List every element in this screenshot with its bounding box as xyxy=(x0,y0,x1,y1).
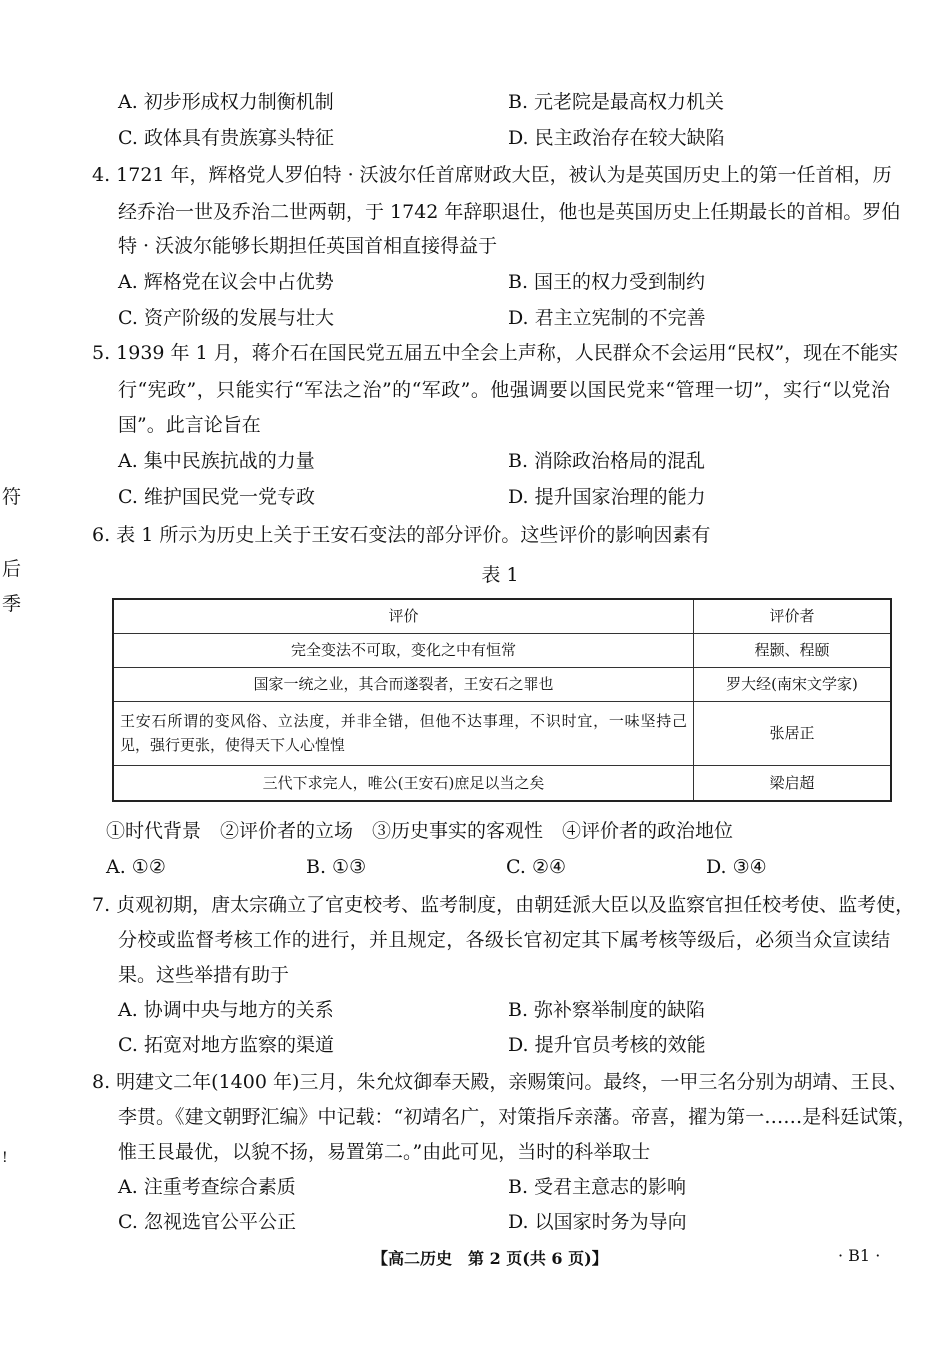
q8-option-a: A. 注重考查综合素质 xyxy=(118,1176,296,1198)
q8-stem: 李贯。《建文朝野汇编》中记载：“初靖名广，对策指斥亲藩。帝喜，擢为第一……是科廷试策， xyxy=(118,1106,917,1128)
q3-option-c: C. 政体具有贵族寡头特征 xyxy=(118,127,334,149)
q5-option-a: A. 集中民族抗战的力量 xyxy=(118,450,315,472)
comment-cell: 完全变法不可取，变化之中有恒常 xyxy=(113,633,694,667)
header-comment: 评价 xyxy=(113,599,694,633)
header-author: 评价者 xyxy=(694,599,892,633)
q4-stem: 4. 1721 年，辉格党人罗伯特 · 沃波尔任首席财政大臣，被认为是英国历史上的第一任首相，历 xyxy=(92,164,892,186)
q6-option-c: C. ②④ xyxy=(506,856,567,878)
q7-option-c: C. 拓宽对地方监察的渠道 xyxy=(118,1034,334,1056)
author-cell: 梁启超 xyxy=(694,765,892,801)
q7-option-d: D. 提升官员考核的效能 xyxy=(508,1034,706,1056)
comment-cell: 王安石所谓的变风俗、立法度，并非全错，但他不达事理，不识时宜，一味坚持己见，强行更张，使得天下人心惶惶 xyxy=(113,701,694,765)
author-cell: 程颢、程颐 xyxy=(694,633,892,667)
author-cell: 张居正 xyxy=(694,701,892,765)
margin-char: ! xyxy=(2,1150,8,1166)
q8-option-c: C. 忽视选官公平公正 xyxy=(118,1211,296,1233)
q3-option-a: A. 初步形成权力制衡机制 xyxy=(118,91,334,113)
q6-option-a: A. ①② xyxy=(106,856,166,878)
q4-option-b: B. 国王的权力受到制约 xyxy=(508,271,706,293)
q4-option-a: A. 辉格党在议会中占优势 xyxy=(118,271,334,293)
margin-char: 符 xyxy=(2,486,22,508)
comment-cell: 三代下求完人，唯公(王安石)庶足以当之矣 xyxy=(113,765,694,801)
q5-stem: 行“宪政”，只能实行“军法之治”的“军政”。他强调要以国民党来“管理一切”，实行“以党治 xyxy=(118,379,890,401)
margin-char: 季 xyxy=(2,593,22,615)
q7-option-a: A. 协调中央与地方的关系 xyxy=(118,999,334,1021)
q8-option-b: B. 受君主意志的影响 xyxy=(508,1176,687,1198)
page-footer: 【高二历史 第 2 页(共 6 页)】 xyxy=(372,1249,608,1268)
q7-stem: 果。这些举措有助于 xyxy=(118,964,290,986)
q6-option-d: D. ③④ xyxy=(706,856,767,878)
q5-option-d: D. 提升国家治理的能力 xyxy=(508,486,706,508)
q7-stem: 分校或监督考核工作的进行，并且规定，各级长官初定其下属考核等级后，必须当众宣读结 xyxy=(118,929,890,951)
table-row xyxy=(113,667,891,701)
q7-option-b: B. 弥补察举制度的缺陷 xyxy=(508,999,706,1021)
q6-items: ①时代背景 ②评价者的立场 ③历史事实的客观性 ④评价者的政治地位 xyxy=(106,820,734,842)
q6-option-b: B. ①③ xyxy=(306,856,367,878)
q4-option-d: D. 君主立宪制的不完善 xyxy=(508,307,706,329)
q8-option-d: D. 以国家时务为导向 xyxy=(508,1211,687,1233)
table-row xyxy=(113,701,891,765)
q4-option-c: C. 资产阶级的发展与壮大 xyxy=(118,307,334,329)
q4-stem: 经乔治一世及乔治二世两朝，于 1742 年辞职退仕，他也是英国历史上任期最长的首相。罗伯 xyxy=(118,201,901,223)
comment-cell: 国家一统之业，其合而遂裂者，王安石之罪也 xyxy=(113,667,694,701)
q3-option-d: D. 民主政治存在较大缺陷 xyxy=(508,127,725,149)
table-caption: 表 1 xyxy=(481,564,519,586)
q8-stem: 8. 明建文二年(1400 年)三月，朱允炆御奉天殿，亲赐策问。最终，一甲三名分别为胡靖、王艮、 xyxy=(92,1071,908,1093)
q8-stem: 惟王艮最优，以貌不扬，易置第二。”由此可见，当时的科举取士 xyxy=(118,1141,651,1163)
margin-char: 后 xyxy=(2,558,22,580)
q4-stem: 特 · 沃波尔能够长期担任英国首相直接得益于 xyxy=(118,235,498,257)
evaluation-table xyxy=(112,598,892,802)
q5-option-b: B. 消除政治格局的混乱 xyxy=(508,450,706,472)
q7-stem: 7. 贞观初期，唐太宗确立了官吏校考、监考制度，由朝廷派大臣以及监察官担任校考使、监考使， xyxy=(92,894,915,916)
author-cell: 罗大经(南宋文学家) xyxy=(694,667,892,701)
q5-option-c: C. 维护国民党一党专政 xyxy=(118,486,315,508)
q5-stem: 5. 1939 年 1 月，蒋介石在国民党五届五中全会上声称，人民群众不会运用“民权”，现在不能实 xyxy=(92,342,899,364)
table-row xyxy=(113,633,891,667)
paper-code: · B1 · xyxy=(838,1246,881,1265)
q3-option-b: B. 元老院是最高权力机关 xyxy=(508,91,725,113)
table-header-row xyxy=(113,599,891,633)
table-row xyxy=(113,765,891,801)
q5-stem: 国”。此言论旨在 xyxy=(118,414,261,436)
q6-stem: 6. 表 1 所示为历史上关于王安石变法的部分评价。这些评价的影响因素有 xyxy=(92,524,711,546)
